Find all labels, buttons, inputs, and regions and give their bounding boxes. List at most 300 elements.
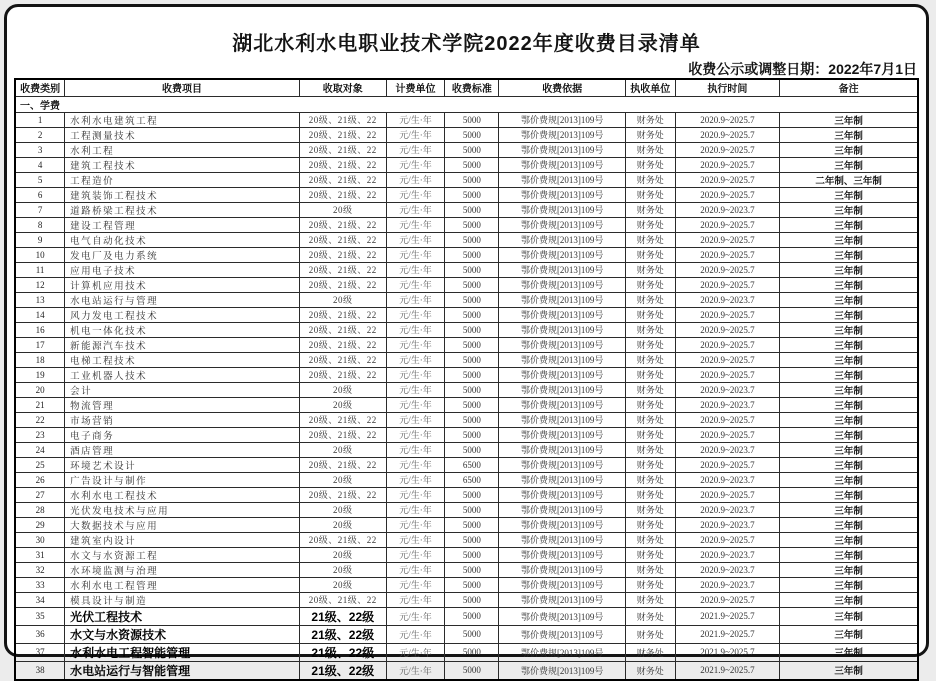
col-header-dept: 执收单位 xyxy=(625,79,675,96)
cell-period: 2020.9~2025.7 xyxy=(675,487,780,502)
cell-unit: 元/生·年 xyxy=(386,547,445,562)
table-row xyxy=(15,337,918,352)
publish-date-label: 收费公示或调整日期：2022年7月1日 xyxy=(688,61,917,77)
table-row xyxy=(15,625,918,643)
cell-standard: 5000 xyxy=(445,382,499,397)
cell-remark: 三年制 xyxy=(780,352,918,367)
cell-item: 水电站运行与管理 xyxy=(65,292,300,307)
col-header-target: 收取对象 xyxy=(299,79,386,96)
table-row xyxy=(15,352,918,367)
cell-remark: 三年制 xyxy=(780,607,918,625)
cell-basis: 鄂价费规[2013]109号 xyxy=(499,397,625,412)
cell-remark: 三年制 xyxy=(780,397,918,412)
cell-no: 1 xyxy=(15,112,65,127)
cell-remark: 三年制 xyxy=(780,472,918,487)
cell-item: 建筑装饰工程技术 xyxy=(65,187,300,202)
table-row xyxy=(15,367,918,382)
cell-dept: 财务处 xyxy=(625,202,675,217)
cell-period: 2020.9~2023.7 xyxy=(675,502,780,517)
cell-no: 35 xyxy=(15,607,65,625)
cell-unit: 元/生·年 xyxy=(386,112,445,127)
cell-remark: 二年制、三年制 xyxy=(780,172,918,187)
cell-remark: 三年制 xyxy=(780,625,918,643)
cell-standard: 5000 xyxy=(445,643,499,661)
table-row xyxy=(15,397,918,412)
cell-remark: 三年制 xyxy=(780,337,918,352)
cell-unit: 元/生·年 xyxy=(386,427,445,442)
cell-no: 6 xyxy=(15,187,65,202)
cell-dept: 财务处 xyxy=(625,412,675,427)
cell-item: 水文与水资源工程 xyxy=(65,547,300,562)
cell-period: 2020.9~2025.7 xyxy=(675,217,780,232)
table-row xyxy=(15,277,918,292)
cell-item: 发电厂及电力系统 xyxy=(65,247,300,262)
cell-target: 20级、21级、22 xyxy=(299,157,386,172)
cell-target: 20级、21级、22 xyxy=(299,232,386,247)
cell-period: 2020.9~2025.7 xyxy=(675,157,780,172)
cell-item: 道路桥梁工程技术 xyxy=(65,202,300,217)
cell-unit: 元/生·年 xyxy=(386,382,445,397)
cell-item: 光伏工程技术 xyxy=(65,607,300,625)
cell-remark: 三年制 xyxy=(780,307,918,322)
cell-no: 11 xyxy=(15,262,65,277)
cell-dept: 财务处 xyxy=(625,577,675,592)
cell-unit: 元/生·年 xyxy=(386,661,445,680)
cell-target: 20级、21级、22 xyxy=(299,112,386,127)
cell-target: 20级、21级、22 xyxy=(299,217,386,232)
cell-basis: 鄂价费规[2013]109号 xyxy=(499,592,625,607)
cell-remark: 三年制 xyxy=(780,157,918,172)
cell-no: 23 xyxy=(15,427,65,442)
table-row xyxy=(15,142,918,157)
cell-target: 20级 xyxy=(299,547,386,562)
cell-dept: 财务处 xyxy=(625,643,675,661)
cell-dept: 财务处 xyxy=(625,502,675,517)
document-page xyxy=(4,4,929,678)
cell-no: 2 xyxy=(15,127,65,142)
cell-standard: 5000 xyxy=(445,577,499,592)
cell-unit: 元/生·年 xyxy=(386,607,445,625)
cell-dept: 财务处 xyxy=(625,307,675,322)
cell-item: 酒店管理 xyxy=(65,442,300,457)
cell-remark: 三年制 xyxy=(780,562,918,577)
cell-remark: 三年制 xyxy=(780,232,918,247)
cell-item: 光伏发电技术与应用 xyxy=(65,502,300,517)
cell-standard: 5000 xyxy=(445,517,499,532)
cell-target: 20级 xyxy=(299,292,386,307)
cell-dept: 财务处 xyxy=(625,487,675,502)
cell-unit: 元/生·年 xyxy=(386,352,445,367)
cell-unit: 元/生·年 xyxy=(386,277,445,292)
cell-item: 水环境监测与治理 xyxy=(65,562,300,577)
page-title: 湖北水利水电职业技术学院2022年度收费目录清单 xyxy=(232,33,701,55)
cell-standard: 5000 xyxy=(445,337,499,352)
cell-dept: 财务处 xyxy=(625,457,675,472)
cell-no: 9 xyxy=(15,232,65,247)
cell-no: 21 xyxy=(15,397,65,412)
cell-no: 7 xyxy=(15,202,65,217)
cell-dept: 财务处 xyxy=(625,472,675,487)
cell-unit: 元/生·年 xyxy=(386,172,445,187)
cell-no: 26 xyxy=(15,472,65,487)
table-header-row xyxy=(15,79,918,96)
cell-period: 2020.9~2025.7 xyxy=(675,352,780,367)
cell-item: 物流管理 xyxy=(65,397,300,412)
cell-unit: 元/生·年 xyxy=(386,202,445,217)
cell-period: 2021.9~2025.7 xyxy=(675,643,780,661)
table-row xyxy=(15,472,918,487)
cell-item: 市场营销 xyxy=(65,412,300,427)
cell-dept: 财务处 xyxy=(625,247,675,262)
cell-standard: 5000 xyxy=(445,172,499,187)
cell-period: 2020.9~2025.7 xyxy=(675,232,780,247)
cell-period: 2020.9~2023.7 xyxy=(675,442,780,457)
cell-item: 电气自动化技术 xyxy=(65,232,300,247)
cell-target: 21级、22级 xyxy=(299,643,386,661)
table-row xyxy=(15,307,918,322)
cell-unit: 元/生·年 xyxy=(386,397,445,412)
cell-target: 20级、21级、22 xyxy=(299,127,386,142)
cell-item: 电梯工程技术 xyxy=(65,352,300,367)
cell-no: 29 xyxy=(15,517,65,532)
cell-remark: 三年制 xyxy=(780,202,918,217)
cell-remark: 三年制 xyxy=(780,532,918,547)
cell-standard: 5000 xyxy=(445,661,499,680)
cell-basis: 鄂价费规[2013]109号 xyxy=(499,562,625,577)
cell-standard: 5000 xyxy=(445,502,499,517)
table-row xyxy=(15,232,918,247)
cell-standard: 5000 xyxy=(445,262,499,277)
cell-period: 2020.9~2025.7 xyxy=(675,277,780,292)
table-row xyxy=(15,502,918,517)
cell-no: 4 xyxy=(15,157,65,172)
cell-item: 水电站运行与智能管理 xyxy=(65,661,300,680)
cell-period: 2021.9~2025.7 xyxy=(675,607,780,625)
cell-item: 建筑室内设计 xyxy=(65,532,300,547)
cell-standard: 5000 xyxy=(445,487,499,502)
cell-target: 20级、21级、22 xyxy=(299,142,386,157)
cell-period: 2020.9~2025.7 xyxy=(675,337,780,352)
cell-period: 2020.9~2025.7 xyxy=(675,427,780,442)
cell-standard: 5000 xyxy=(445,232,499,247)
cell-unit: 元/生·年 xyxy=(386,532,445,547)
cell-standard: 5000 xyxy=(445,625,499,643)
cell-item: 风力发电工程技术 xyxy=(65,307,300,322)
cell-no: 27 xyxy=(15,487,65,502)
cell-standard: 5000 xyxy=(445,442,499,457)
cell-basis: 鄂价费规[2013]109号 xyxy=(499,262,625,277)
cell-standard: 6500 xyxy=(445,457,499,472)
cell-unit: 元/生·年 xyxy=(386,367,445,382)
cell-target: 20级、21级、22 xyxy=(299,532,386,547)
cell-item: 建筑工程技术 xyxy=(65,157,300,172)
cell-item: 大数据技术与应用 xyxy=(65,517,300,532)
cell-target: 20级 xyxy=(299,382,386,397)
cell-unit: 元/生·年 xyxy=(386,643,445,661)
cell-basis: 鄂价费规[2013]109号 xyxy=(499,337,625,352)
cell-dept: 财务处 xyxy=(625,337,675,352)
table-row xyxy=(15,247,918,262)
cell-standard: 5000 xyxy=(445,157,499,172)
cell-unit: 元/生·年 xyxy=(386,517,445,532)
table-row xyxy=(15,172,918,187)
cell-unit: 元/生·年 xyxy=(386,337,445,352)
table-row xyxy=(15,322,918,337)
cell-target: 20级 xyxy=(299,442,386,457)
cell-item: 工程测量技术 xyxy=(65,127,300,142)
cell-dept: 财务处 xyxy=(625,397,675,412)
cell-dept: 财务处 xyxy=(625,277,675,292)
cell-period: 2020.9~2025.7 xyxy=(675,307,780,322)
cell-standard: 5000 xyxy=(445,427,499,442)
cell-item: 模具设计与制造 xyxy=(65,592,300,607)
cell-target: 20级 xyxy=(299,397,386,412)
col-header-standard: 收费标准 xyxy=(445,79,499,96)
cell-period: 2020.9~2023.7 xyxy=(675,472,780,487)
cell-unit: 元/生·年 xyxy=(386,502,445,517)
cell-dept: 财务处 xyxy=(625,352,675,367)
cell-basis: 鄂价费规[2013]109号 xyxy=(499,517,625,532)
cell-item: 电子商务 xyxy=(65,427,300,442)
cell-remark: 三年制 xyxy=(780,187,918,202)
cell-item: 水利水电工程技术 xyxy=(65,487,300,502)
cell-dept: 财务处 xyxy=(625,442,675,457)
section-label: 一、学费 xyxy=(15,96,918,112)
cell-period: 2020.9~2025.7 xyxy=(675,367,780,382)
cell-basis: 鄂价费规[2013]109号 xyxy=(499,352,625,367)
cell-period: 2021.9~2025.7 xyxy=(675,661,780,680)
cell-basis: 鄂价费规[2013]109号 xyxy=(499,322,625,337)
cell-basis: 鄂价费规[2013]109号 xyxy=(499,277,625,292)
cell-period: 2020.9~2025.7 xyxy=(675,322,780,337)
cell-period: 2020.9~2025.7 xyxy=(675,532,780,547)
cell-remark: 三年制 xyxy=(780,367,918,382)
cell-dept: 财务处 xyxy=(625,607,675,625)
cell-item: 环境艺术设计 xyxy=(65,457,300,472)
cell-period: 2020.9~2023.7 xyxy=(675,577,780,592)
cell-no: 24 xyxy=(15,442,65,457)
cell-target: 20级、21级、22 xyxy=(299,427,386,442)
cell-unit: 元/生·年 xyxy=(386,322,445,337)
cell-dept: 财务处 xyxy=(625,292,675,307)
cell-remark: 三年制 xyxy=(780,322,918,337)
cell-period: 2020.9~2023.7 xyxy=(675,382,780,397)
cell-item: 水利水电工程管理 xyxy=(65,577,300,592)
cell-period: 2020.9~2025.7 xyxy=(675,142,780,157)
cell-item: 水利水电工程智能管理 xyxy=(65,643,300,661)
cell-item: 建设工程管理 xyxy=(65,217,300,232)
cell-period: 2020.9~2025.7 xyxy=(675,457,780,472)
cell-remark: 三年制 xyxy=(780,547,918,562)
cell-dept: 财务处 xyxy=(625,157,675,172)
cell-period: 2020.9~2025.7 xyxy=(675,412,780,427)
cell-standard: 5000 xyxy=(445,532,499,547)
cell-period: 2021.9~2025.7 xyxy=(675,625,780,643)
cell-unit: 元/生·年 xyxy=(386,142,445,157)
cell-dept: 财务处 xyxy=(625,187,675,202)
cell-basis: 鄂价费规[2013]109号 xyxy=(499,127,625,142)
cell-basis: 鄂价费规[2013]109号 xyxy=(499,661,625,680)
cell-item: 计算机应用技术 xyxy=(65,277,300,292)
cell-dept: 财务处 xyxy=(625,562,675,577)
fee-table-body xyxy=(15,96,918,680)
cell-no: 19 xyxy=(15,367,65,382)
table-row xyxy=(15,427,918,442)
cell-no: 36 xyxy=(15,625,65,643)
cell-standard: 5000 xyxy=(445,202,499,217)
table-row xyxy=(15,112,918,127)
cell-standard: 5000 xyxy=(445,322,499,337)
cell-no: 38 xyxy=(15,661,65,680)
table-row xyxy=(15,127,918,142)
cell-standard: 5000 xyxy=(445,307,499,322)
cell-basis: 鄂价费规[2013]109号 xyxy=(499,412,625,427)
cell-standard: 5000 xyxy=(445,412,499,427)
cell-remark: 三年制 xyxy=(780,382,918,397)
cell-basis: 鄂价费规[2013]109号 xyxy=(499,367,625,382)
cell-unit: 元/生·年 xyxy=(386,625,445,643)
cell-period: 2020.9~2025.7 xyxy=(675,592,780,607)
col-header-unit: 计费单位 xyxy=(386,79,445,96)
cell-dept: 财务处 xyxy=(625,625,675,643)
cell-dept: 财务处 xyxy=(625,232,675,247)
table-row xyxy=(15,442,918,457)
cell-standard: 5000 xyxy=(445,292,499,307)
cell-basis: 鄂价费规[2013]109号 xyxy=(499,112,625,127)
cell-basis: 鄂价费规[2013]109号 xyxy=(499,577,625,592)
cell-standard: 5000 xyxy=(445,397,499,412)
cell-target: 20级、21级、22 xyxy=(299,412,386,427)
cell-remark: 三年制 xyxy=(780,412,918,427)
cell-basis: 鄂价费规[2013]109号 xyxy=(499,607,625,625)
cell-item: 水利水电建筑工程 xyxy=(65,112,300,127)
cell-unit: 元/生·年 xyxy=(386,262,445,277)
cell-basis: 鄂价费规[2013]109号 xyxy=(499,172,625,187)
table-row xyxy=(15,292,918,307)
cell-basis: 鄂价费规[2013]109号 xyxy=(499,547,625,562)
cell-remark: 三年制 xyxy=(780,217,918,232)
cell-target: 20级、21级、22 xyxy=(299,262,386,277)
cell-period: 2020.9~2023.7 xyxy=(675,292,780,307)
cell-dept: 财务处 xyxy=(625,112,675,127)
cell-no: 22 xyxy=(15,412,65,427)
col-header-item: 收费项目 xyxy=(65,79,300,96)
table-row xyxy=(15,412,918,427)
cell-standard: 5000 xyxy=(445,562,499,577)
cell-no: 33 xyxy=(15,577,65,592)
cell-basis: 鄂价费规[2013]109号 xyxy=(499,307,625,322)
cell-no: 13 xyxy=(15,292,65,307)
cell-unit: 元/生·年 xyxy=(386,232,445,247)
cell-target: 20级、21级、22 xyxy=(299,592,386,607)
table-row xyxy=(15,547,918,562)
cell-dept: 财务处 xyxy=(625,127,675,142)
cell-unit: 元/生·年 xyxy=(386,307,445,322)
cell-no: 5 xyxy=(15,172,65,187)
cell-standard: 5000 xyxy=(445,247,499,262)
cell-dept: 财务处 xyxy=(625,367,675,382)
cell-remark: 三年制 xyxy=(780,457,918,472)
cell-unit: 元/生·年 xyxy=(386,157,445,172)
cell-standard: 5000 xyxy=(445,592,499,607)
table-row xyxy=(15,517,918,532)
cell-remark: 三年制 xyxy=(780,292,918,307)
table-row xyxy=(15,382,918,397)
cell-basis: 鄂价费规[2013]109号 xyxy=(499,217,625,232)
cell-unit: 元/生·年 xyxy=(386,457,445,472)
col-header-remark: 备注 xyxy=(780,79,918,96)
cell-unit: 元/生·年 xyxy=(386,577,445,592)
cell-standard: 5000 xyxy=(445,607,499,625)
cell-dept: 财务处 xyxy=(625,661,675,680)
cell-period: 2020.9~2023.7 xyxy=(675,397,780,412)
cell-remark: 三年制 xyxy=(780,442,918,457)
cell-remark: 三年制 xyxy=(780,643,918,661)
cell-remark: 三年制 xyxy=(780,592,918,607)
table-row xyxy=(15,157,918,172)
cell-target: 20级 xyxy=(299,562,386,577)
cell-no: 31 xyxy=(15,547,65,562)
col-header-category: 收费类别 xyxy=(15,79,65,96)
cell-item: 工业机器人技术 xyxy=(65,367,300,382)
cell-dept: 财务处 xyxy=(625,262,675,277)
cell-period: 2020.9~2025.7 xyxy=(675,112,780,127)
cell-dept: 财务处 xyxy=(625,172,675,187)
fee-table xyxy=(14,78,919,681)
cell-basis: 鄂价费规[2013]109号 xyxy=(499,142,625,157)
table-row xyxy=(15,487,918,502)
table-row xyxy=(15,592,918,607)
table-row xyxy=(15,262,918,277)
cell-target: 20级、21级、22 xyxy=(299,352,386,367)
cell-dept: 财务处 xyxy=(625,532,675,547)
cell-target: 20级 xyxy=(299,202,386,217)
cell-basis: 鄂价费规[2013]109号 xyxy=(499,643,625,661)
cell-basis: 鄂价费规[2013]109号 xyxy=(499,187,625,202)
cell-target: 20级 xyxy=(299,577,386,592)
cell-standard: 6500 xyxy=(445,472,499,487)
table-row xyxy=(15,643,918,661)
cell-no: 3 xyxy=(15,142,65,157)
table-row xyxy=(15,457,918,472)
cell-remark: 三年制 xyxy=(780,277,918,292)
cell-no: 30 xyxy=(15,532,65,547)
cell-unit: 元/生·年 xyxy=(386,127,445,142)
cell-standard: 5000 xyxy=(445,367,499,382)
cell-standard: 5000 xyxy=(445,187,499,202)
table-row xyxy=(15,187,918,202)
cell-unit: 元/生·年 xyxy=(386,562,445,577)
cell-unit: 元/生·年 xyxy=(386,412,445,427)
cell-target: 20级、21级、22 xyxy=(299,247,386,262)
cell-dept: 财务处 xyxy=(625,427,675,442)
cell-target: 20级、21级、22 xyxy=(299,172,386,187)
cell-remark: 三年制 xyxy=(780,127,918,142)
table-row xyxy=(15,607,918,625)
table-row xyxy=(15,217,918,232)
cell-target: 21级、22级 xyxy=(299,625,386,643)
table-row xyxy=(15,577,918,592)
cell-basis: 鄂价费规[2013]109号 xyxy=(499,232,625,247)
cell-remark: 三年制 xyxy=(780,427,918,442)
cell-period: 2020.9~2025.7 xyxy=(675,172,780,187)
table-row xyxy=(15,562,918,577)
cell-target: 20级 xyxy=(299,517,386,532)
cell-period: 2020.9~2023.7 xyxy=(675,547,780,562)
cell-unit: 元/生·年 xyxy=(386,292,445,307)
cell-period: 2020.9~2025.7 xyxy=(675,262,780,277)
cell-remark: 三年制 xyxy=(780,142,918,157)
